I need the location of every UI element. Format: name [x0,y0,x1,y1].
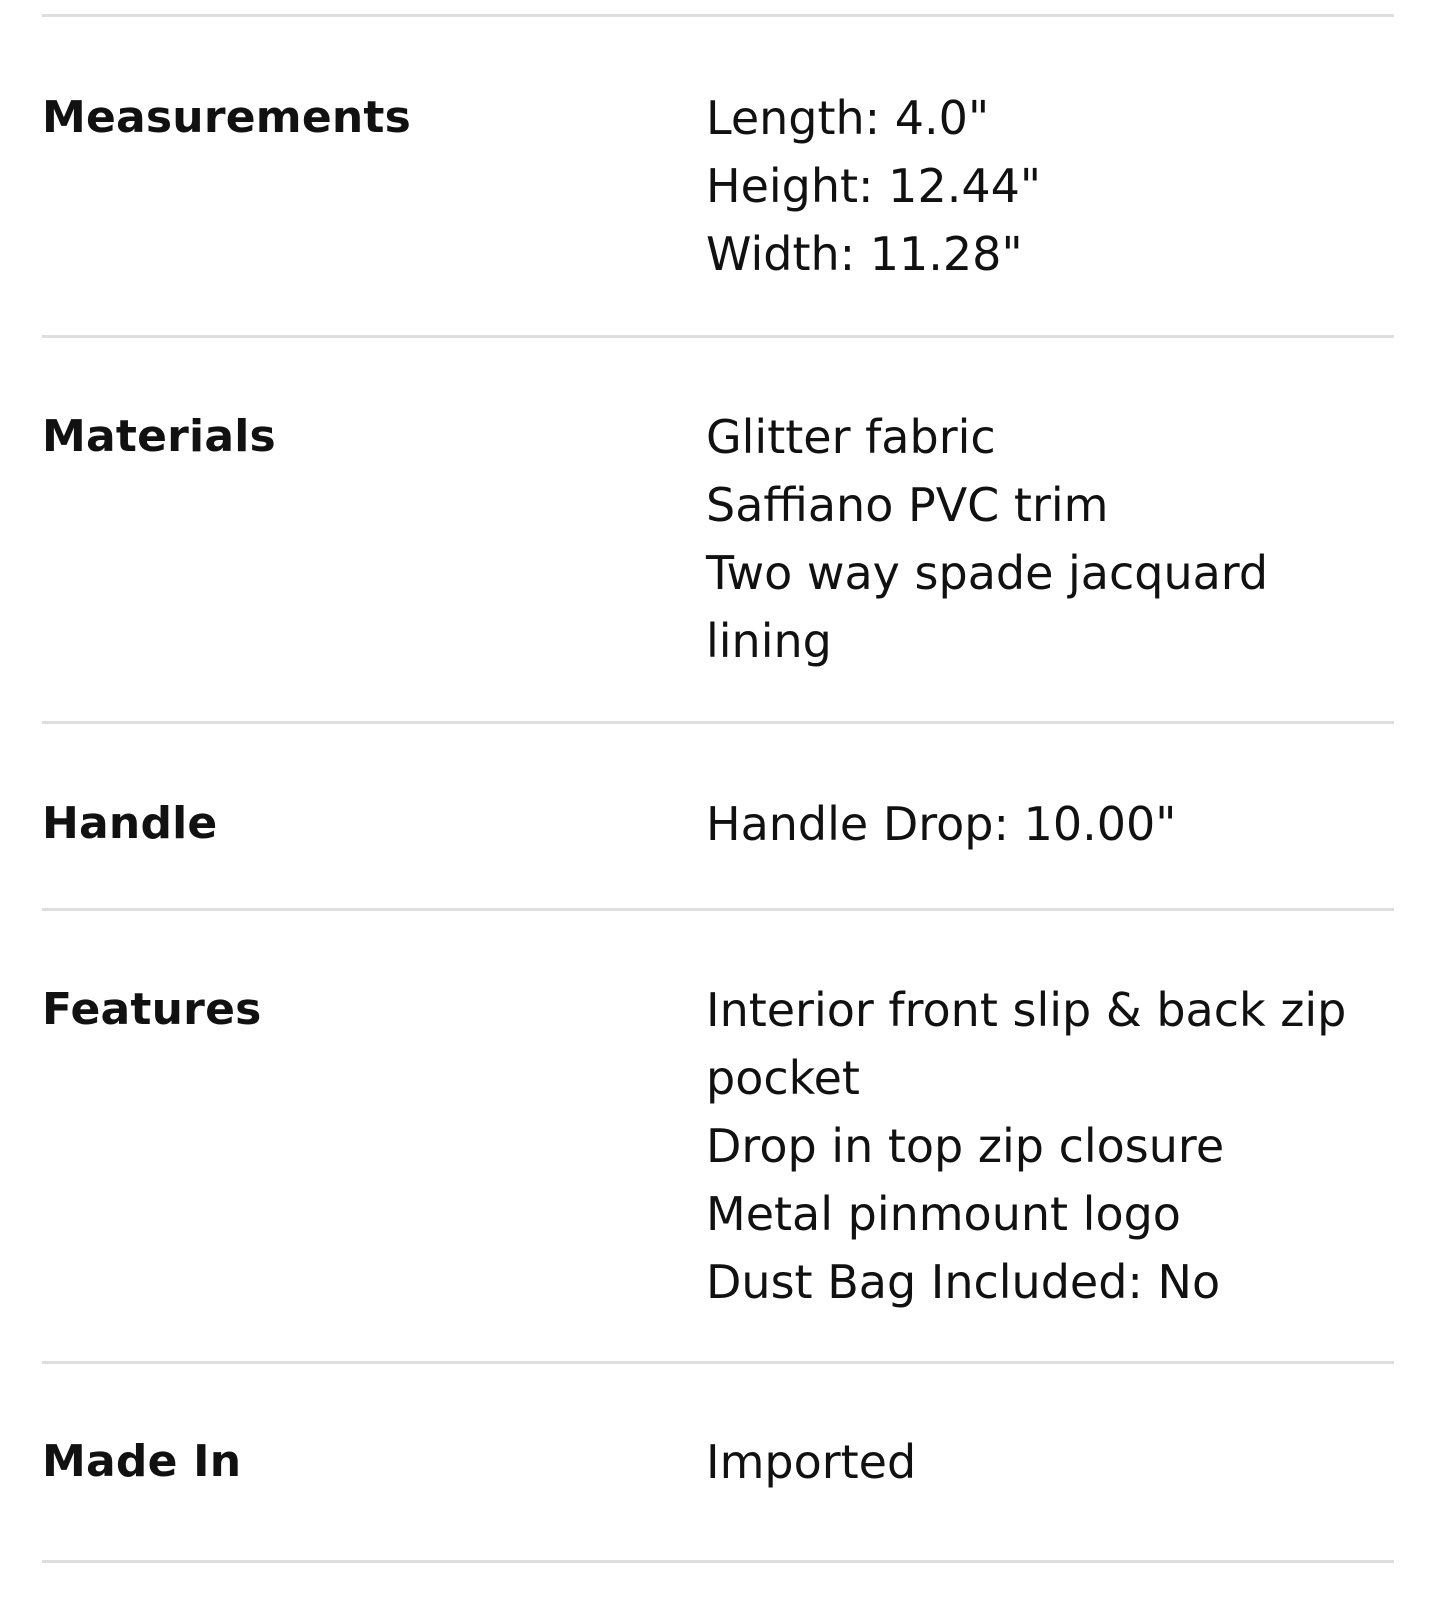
divider [42,721,1394,724]
spec-line: Width: 11.28" [706,227,1023,281]
spec-line: Glitter fabric [706,410,996,464]
spec-line: Two way spade jacquard [706,546,1269,600]
spec-label-made-in: Made In [42,1436,242,1487]
spec-value-made-in [706,1428,1376,1496]
spec-line: Metal pinmount logo [706,1187,1181,1241]
spec-line: Drop in top zip closure [706,1119,1225,1173]
spec-line: Saffiano PVC trim [706,478,1109,532]
spec-line: Height: 12.44" [706,159,1042,213]
spec-line: Imported [706,1435,917,1489]
spec-value-measurements [706,84,1376,288]
spec-label-materials: Materials [42,411,276,462]
spec-line: lining [706,614,832,668]
divider [42,908,1394,911]
spec-label-handle: Handle [42,798,218,849]
spec-value-handle [706,790,1376,858]
spec-label-features: Features [42,984,262,1035]
spec-line: pocket [706,1051,860,1105]
spec-line: Handle Drop: 10.00" [706,797,1177,851]
spec-label-measurements: Measurements [42,92,412,143]
divider [42,1361,1394,1364]
spec-value-features [706,976,1376,1316]
spec-line: Interior front slip & back zip [706,983,1347,1037]
spec-line: Dust Bag Included: No [706,1255,1221,1309]
divider [42,335,1394,338]
spec-line: Length: 4.0" [706,91,990,145]
spec-value-materials [706,403,1376,675]
divider [42,1560,1394,1563]
divider [42,14,1394,17]
